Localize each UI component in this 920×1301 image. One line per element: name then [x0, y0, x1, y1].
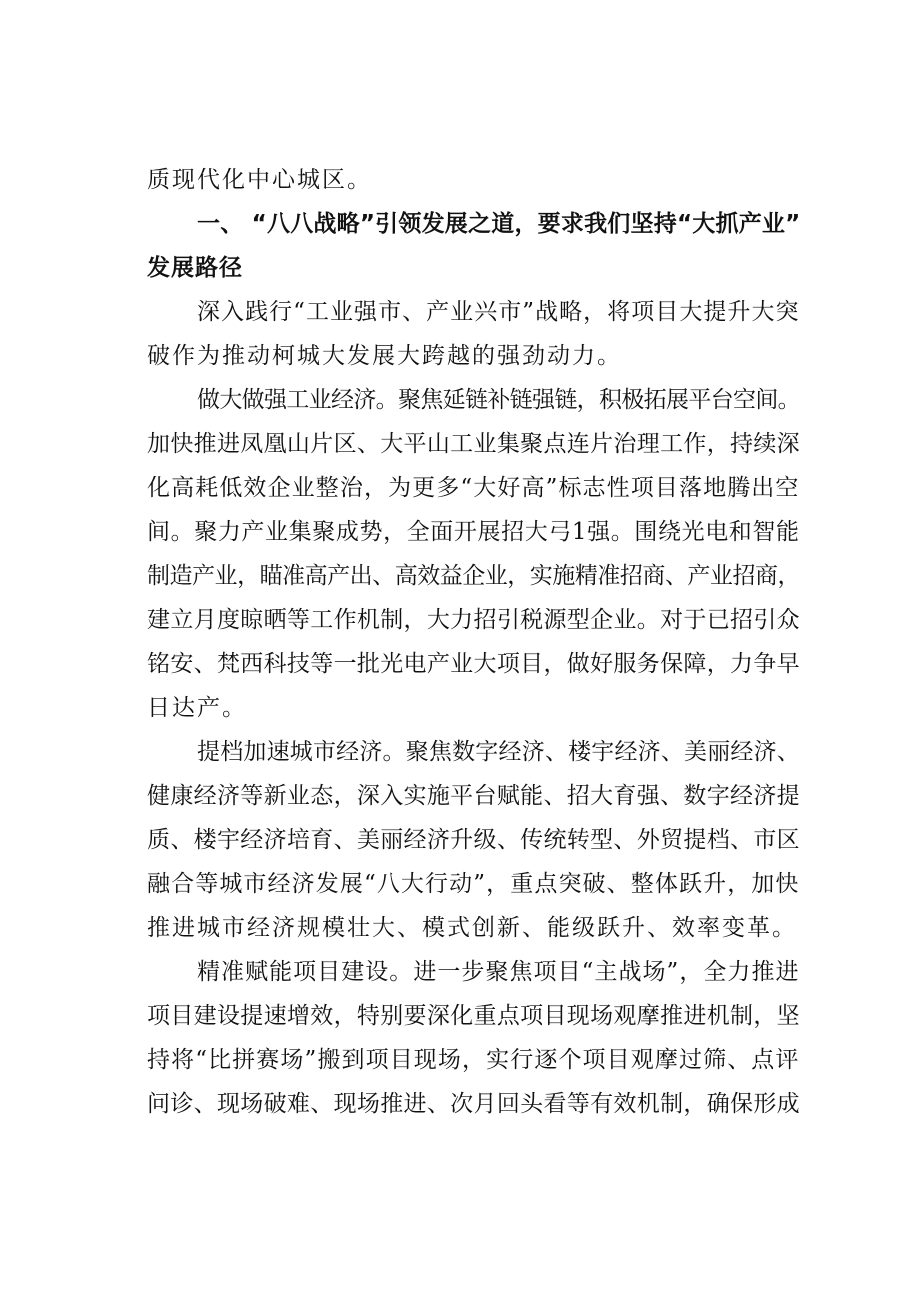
- text-line: 建立月度晾晒等工作机制，大力招引税源型企业。对于已招引众: [147, 607, 800, 633]
- text-line: 健康经济等新业态，深入实施平台赋能、招大育强、数字经济提: [147, 783, 800, 809]
- text-line: 间。聚力产业集聚成势，全面开展招大弓1强。围绕光电和智能: [147, 519, 800, 545]
- text-line: 提档加速城市经济。聚焦数字经济、楼宇经济、美丽经济、: [197, 739, 800, 765]
- text-line: 精准赋能项目建设。进一步聚焦项目“主战场”，全力推进: [197, 959, 800, 985]
- text-line: 破作为推动柯城大发展大跨越的强劲动力。: [147, 343, 622, 369]
- section-heading: 一、 “八八战略”引领发展之道，要求我们坚持“大抓产业”: [197, 211, 801, 237]
- text-line: 做大做强工业经济。聚焦延链补链强链，积极拓展平台空间。: [197, 387, 801, 413]
- text-line: 项目建设提速增效，特别要深化重点项目现场观摩推进机制，坚: [147, 1003, 800, 1029]
- text-line: 化高耗低效企业整治，为更多“大好高”标志性项目落地腾出空: [147, 475, 800, 501]
- text-line: 问诊、现场破难、现场推进、次月回头看等有效机制，确保形成: [147, 1091, 800, 1117]
- text-line: 深入践行“工业强市、产业兴市”战略，将项目大提升大突: [197, 299, 800, 325]
- text-line: 推进城市经济规模壮大、模式创新、能级跃升、效率变革。: [147, 915, 797, 941]
- text-line: 加快推进凤凰山片区、大平山工业集聚点连片治理工作，持续深: [147, 431, 800, 457]
- section-heading-continued: 发展路径: [147, 255, 243, 281]
- text-line: 持将“比拼赛场”搬到项目现场，实行逐个项目观摩过筛、点评: [147, 1047, 800, 1073]
- text-line: 融合等城市经济发展“八大行动”，重点突破、整体跃升，加快: [147, 871, 800, 897]
- text-line: 质、楼宇经济培育、美丽经济升级、传统转型、外贸提档、市区: [147, 827, 800, 853]
- text-line: 制造产业，瞄准高产出、高效益企业，实施精准招商、产业招商，: [147, 563, 800, 589]
- text-line: 质现代化中心城区。: [147, 167, 372, 193]
- text-line: 日达产。: [147, 695, 247, 721]
- text-line: 铭安、梵西科技等一批光电产业大项目，做好服务保障，力争早: [147, 651, 800, 677]
